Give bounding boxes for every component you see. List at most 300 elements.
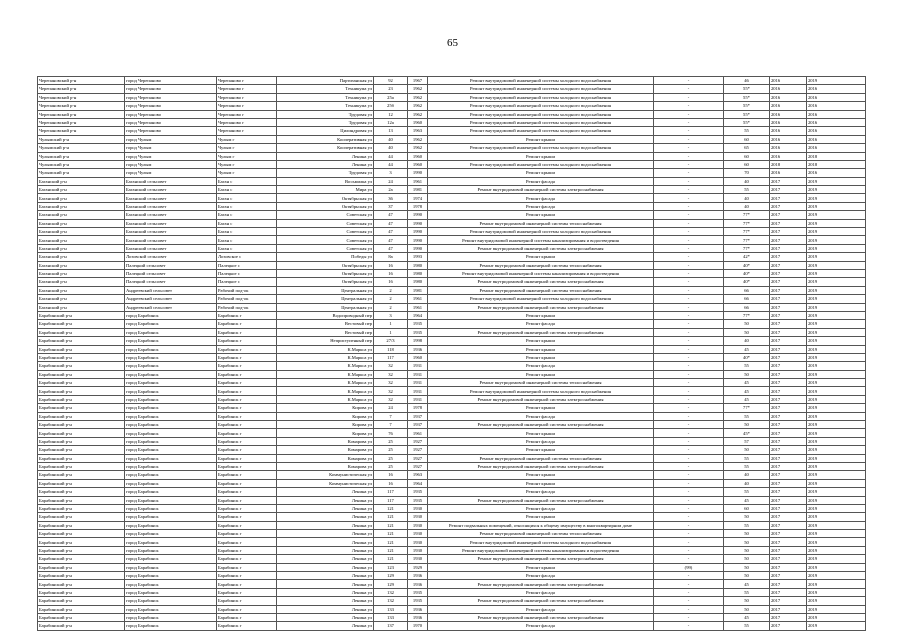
table-cell: Баганский р-н [38, 303, 125, 311]
table-cell: 1937 [408, 412, 428, 420]
table-cell: - [654, 538, 724, 546]
table-cell: 1962 [408, 144, 428, 152]
table-cell: город Барабинск [125, 353, 217, 361]
table-cell: Баганский сельсовет [125, 211, 217, 219]
table-row [38, 152, 866, 160]
table-cell: Трудовая ул [277, 110, 374, 118]
table-cell: 2019 [807, 303, 866, 311]
table-row [38, 244, 866, 252]
table-row [38, 362, 866, 370]
table-cell: Барабинский р-н [38, 337, 125, 345]
table-cell: 55* [724, 110, 770, 118]
table-cell: 47 [374, 244, 408, 252]
table-cell: 40 [724, 471, 770, 479]
table-cell: 1962 [408, 102, 428, 110]
table-cell: город Барабинск [125, 437, 217, 445]
table-cell: 2019 [807, 563, 866, 571]
table-cell: 2019 [807, 286, 866, 294]
table-row [38, 504, 866, 512]
table-row [38, 345, 866, 353]
table-cell: Ленина ул [277, 488, 374, 496]
table-cell: город Барабинск [125, 538, 217, 546]
table-cell: 1962 [408, 93, 428, 101]
table-cell: 123 [374, 563, 408, 571]
table-cell: город Барабинск [125, 404, 217, 412]
table-cell: Баган с [217, 194, 277, 202]
table-cell: 2019 [807, 353, 866, 361]
table-cell: - [654, 337, 724, 345]
table-cell: город Черепаново [125, 85, 217, 93]
table-cell: Ремонт фасада [428, 437, 654, 445]
table-cell: 2019 [807, 521, 866, 529]
table-cell: Барабинск г [217, 555, 277, 563]
table-cell: - [654, 555, 724, 563]
table-cell: 2017 [770, 521, 807, 529]
table-cell: 2019 [807, 614, 866, 622]
table-cell: Чулымский р-н [38, 135, 125, 143]
table-row [38, 202, 866, 210]
table-cell: город Барабинск [125, 362, 217, 370]
table-cell: Барабинск г [217, 504, 277, 512]
table-cell: 50 [724, 320, 770, 328]
table-cell: 50 [724, 370, 770, 378]
table-cell: город Черепаново [125, 93, 217, 101]
table-cell: Чулымский р-н [38, 152, 125, 160]
table-cell: 7 [374, 412, 408, 420]
table-cell: Чулым г [217, 169, 277, 177]
table-cell: Черепановский р-н [38, 102, 125, 110]
table-cell: Барабинский р-н [38, 622, 125, 630]
table-cell: 2016 [770, 93, 807, 101]
table-cell: 40* [724, 269, 770, 277]
table-cell: 2а [374, 186, 408, 194]
table-cell: Центральная ул [277, 303, 374, 311]
table-cell: 1927 [408, 462, 428, 470]
table-row [38, 102, 866, 110]
table-cell: город Барабинск [125, 504, 217, 512]
table-cell: 2017 [770, 479, 807, 487]
table-cell: 27/3 [374, 337, 408, 345]
table-cell: город Барабинск [125, 530, 217, 538]
table-cell: Барабинский р-н [38, 563, 125, 571]
table-cell: Черепаново г [217, 77, 277, 85]
table-cell: Баганский р-н [38, 219, 125, 227]
table-cell: - [654, 93, 724, 101]
table-cell: 2019 [807, 597, 866, 605]
table-cell: 1981 [408, 186, 428, 194]
table-cell: 47 [374, 228, 408, 236]
table-cell: 37 [374, 202, 408, 210]
table-cell: Ленина ул [277, 546, 374, 554]
table-cell: Ленина ул [277, 622, 374, 630]
table-cell: - [654, 504, 724, 512]
table-cell: 1960 [408, 160, 428, 168]
table-cell: Барабинск г [217, 328, 277, 336]
table-cell: 1937 [408, 421, 428, 429]
table-cell: 77* [724, 228, 770, 236]
table-cell: 1935 [408, 328, 428, 336]
table-cell: 32 [374, 395, 408, 403]
table-cell: 2017 [770, 261, 807, 269]
table-cell: 55 [724, 127, 770, 135]
table-row [38, 421, 866, 429]
table-cell: Ремонт внутридомовой инженерной системы электроснабжения [428, 496, 654, 504]
table-cell: Ленина ул [277, 614, 374, 622]
table-cell: 2019 [807, 429, 866, 437]
table-cell: 1931 [408, 387, 428, 395]
table-cell: 25 [374, 446, 408, 454]
table-cell: 16 [374, 278, 408, 286]
table-cell: Барабинск г [217, 471, 277, 479]
table-cell: 2019 [807, 328, 866, 336]
table-cell: Баганский сельсовет [125, 202, 217, 210]
table-cell: Ремонт внутридомовой инженерной системы электроснабжения [428, 597, 654, 605]
table-cell: 50 [724, 563, 770, 571]
table-cell: 16 [374, 471, 408, 479]
table-cell: 2019 [807, 437, 866, 445]
table-cell: 1929 [408, 563, 428, 571]
table-cell: Ремонт внутридомовой инженерной системы холодного водоснабжения [428, 93, 654, 101]
table-row [38, 530, 866, 538]
table-cell: 129 [374, 572, 408, 580]
table-cell: Баганский р-н [38, 269, 125, 277]
table-cell: 1 [374, 320, 408, 328]
table-cell: город Барабинск [125, 328, 217, 336]
table-cell: Барабинский р-н [38, 404, 125, 412]
table-cell: Ремонт внутридомовой инженерной системы холодного водоснабжения [428, 85, 654, 93]
table-cell: Ремонт фасада [428, 572, 654, 580]
table-cell: 55 [724, 362, 770, 370]
table-row [38, 614, 866, 622]
table-cell: 7 [374, 421, 408, 429]
table-cell: 32 [374, 362, 408, 370]
table-cell: 2017 [770, 496, 807, 504]
table-cell: Барабинск г [217, 546, 277, 554]
table-cell: город Барабинск [125, 387, 217, 395]
table-cell: 77* [724, 219, 770, 227]
table-cell: Советская ул [277, 228, 374, 236]
table-cell: Ремонт фасада [428, 504, 654, 512]
table-cell: 2019 [807, 236, 866, 244]
table-cell: 2019 [807, 269, 866, 277]
table-cell: Барабинск г [217, 513, 277, 521]
table-cell: - [654, 102, 724, 110]
table-cell: 47 [374, 236, 408, 244]
table-cell: Барабинский р-н [38, 580, 125, 588]
table-cell: Баганский р-н [38, 244, 125, 252]
table-cell: - [654, 429, 724, 437]
table-cell: 2017 [770, 429, 807, 437]
table-cell: Ремонт крыши [428, 345, 654, 353]
table-cell: Ремонт крыши [428, 337, 654, 345]
table-cell: 117 [374, 488, 408, 496]
table-cell: - [654, 211, 724, 219]
table-cell: 40 [724, 177, 770, 185]
table-cell: город Барабинск [125, 337, 217, 345]
table-cell: 117 [374, 496, 408, 504]
table-cell: 1981 [408, 286, 428, 294]
table-cell: Черепаново г [217, 127, 277, 135]
table-cell: - [654, 118, 724, 126]
table-cell: 2017 [770, 614, 807, 622]
table-cell: 36 [374, 194, 408, 202]
table-cell: К.Маркса ул [277, 379, 374, 387]
table-cell: К.Маркса ул [277, 387, 374, 395]
table-cell: 1962 [408, 135, 428, 143]
table-cell: - [654, 261, 724, 269]
table-cell: Барабинск г [217, 370, 277, 378]
table-cell: Ремонт фасада [428, 177, 654, 185]
table-cell: 1960 [408, 118, 428, 126]
table-cell: 60 [724, 160, 770, 168]
table-cell: 2019 [807, 412, 866, 420]
table-cell: 50 [724, 446, 770, 454]
table-cell: Барабинск г [217, 311, 277, 319]
table-cell: город Барабинск [125, 320, 217, 328]
table-cell: 1990 [408, 236, 428, 244]
table-cell: Баган с [217, 186, 277, 194]
table-cell: 1930 [408, 555, 428, 563]
table-cell: Советская ул [277, 219, 374, 227]
table-cell: город Черепаново [125, 127, 217, 135]
table-cell: 2019 [807, 362, 866, 370]
table-row [38, 261, 866, 269]
table-cell: Водопроводный пер [277, 311, 374, 319]
table-cell: город Барабинск [125, 496, 217, 504]
table-cell: 2019 [807, 337, 866, 345]
table-cell: 1930 [408, 504, 428, 512]
table-cell: 2017 [770, 488, 807, 496]
table-cell: - [654, 177, 724, 185]
table-cell: 2016 [770, 85, 807, 93]
table-cell: город Барабинск [125, 412, 217, 420]
table-cell: 40 [374, 144, 408, 152]
table-cell: 137 [374, 622, 408, 630]
table-cell: Барабинский р-н [38, 353, 125, 361]
table-cell: Барабинский р-н [38, 479, 125, 487]
table-cell: 55 [724, 488, 770, 496]
table-cell: 16 [374, 261, 408, 269]
table-cell: Ремонт фасада [428, 622, 654, 630]
table-cell: Ленина ул [277, 496, 374, 504]
table-cell: Трудовая ул [277, 118, 374, 126]
table-cell: Ленина ул [277, 513, 374, 521]
table-cell: Ленина ул [277, 580, 374, 588]
table-cell: город Барабинск [125, 370, 217, 378]
table-cell: город Барабинск [125, 429, 217, 437]
table-cell: Ремонт фасада [428, 320, 654, 328]
table-cell: 2017 [770, 462, 807, 470]
table-cell: 3 [374, 169, 408, 177]
table-cell: 2019 [807, 219, 866, 227]
table-cell: Ремонт крыши [428, 404, 654, 412]
table-row [38, 496, 866, 504]
table-cell: - [654, 353, 724, 361]
table-cell: Ремонт внутридомовой инженерной системы холодного водоснабжения [428, 387, 654, 395]
table-cell: Барабинский р-н [38, 504, 125, 512]
table-cell: Ремонт внутридомовой инженерной системы электроснабжения [428, 303, 654, 311]
table-cell: Лозовское с [217, 253, 277, 261]
table-cell: 60 [724, 135, 770, 143]
table-cell: Неприступенный пер [277, 337, 374, 345]
table-cell: Техникума ул [277, 102, 374, 110]
table-cell: 1990 [408, 219, 428, 227]
table-cell: 65 [724, 144, 770, 152]
table-cell: 2019 [807, 379, 866, 387]
table-cell: Палецкий сельсовет [125, 278, 217, 286]
table-cell: 2019 [807, 471, 866, 479]
table-cell: город Барабинск [125, 563, 217, 571]
table-cell: - [654, 77, 724, 85]
table-cell: 50 [724, 597, 770, 605]
table-cell: 2017 [770, 530, 807, 538]
table-cell: 1935 [408, 320, 428, 328]
table-cell: Баганский сельсовет [125, 194, 217, 202]
table-cell: 117 [374, 353, 408, 361]
table-cell: Ремонт фасада [428, 605, 654, 613]
table-row [38, 228, 866, 236]
table-cell: 121 [374, 530, 408, 538]
table-cell: 2019 [807, 404, 866, 412]
table-cell: 1978 [408, 404, 428, 412]
table-cell: Баганский р-н [38, 211, 125, 219]
table-cell: город Барабинск [125, 488, 217, 496]
table-cell: Ремонт внутридомовой инженерной системы канализирования и водоотведения [428, 269, 654, 277]
table-cell: Ремонт крыши [428, 152, 654, 160]
table-cell: 1962 [408, 110, 428, 118]
table-row [38, 446, 866, 454]
table-cell: Барабинск г [217, 387, 277, 395]
table-cell: Ремонт фасада [428, 488, 654, 496]
repair-schedule-table [37, 76, 866, 631]
table-cell: 2017 [770, 437, 807, 445]
table-cell: 1990 [408, 169, 428, 177]
table-cell: 47 [374, 211, 408, 219]
table-cell: Ремонт внутридомовой инженерной системы теплоснабжения [428, 454, 654, 462]
table-cell: 2019 [807, 186, 866, 194]
table-cell: Барабинск г [217, 538, 277, 546]
table-cell: 129 [374, 580, 408, 588]
table-cell: 118 [374, 345, 408, 353]
table-cell: 2017 [770, 504, 807, 512]
table-cell: Ремонт внутридомовой инженерной системы электроснабжения [428, 328, 654, 336]
table-cell: Барабинский р-н [38, 555, 125, 563]
table-cell: 47 [374, 219, 408, 227]
table-cell: Ремонт внутридомовой инженерной системы электроснабжения [428, 186, 654, 194]
table-cell: 2017 [770, 303, 807, 311]
table-cell: 2017 [770, 412, 807, 420]
table-cell: Палецкий сельсовет [125, 269, 217, 277]
table-cell: - [654, 303, 724, 311]
table-cell: 2017 [770, 421, 807, 429]
table-cell: Барабинск г [217, 580, 277, 588]
table-cell: 2019 [807, 320, 866, 328]
table-cell: 2017 [770, 311, 807, 319]
table-cell: Советская ул [277, 244, 374, 252]
table-cell: Коммунистическая ул [277, 471, 374, 479]
table-cell: город Барабинск [125, 588, 217, 596]
table-cell: 1931 [408, 395, 428, 403]
table-cell: - [654, 521, 724, 529]
table-cell: Ленина ул [277, 555, 374, 563]
table-cell: Барабинский р-н [38, 488, 125, 496]
table-cell: Барабинск г [217, 597, 277, 605]
table-cell: 2017 [770, 219, 807, 227]
table-cell: - [654, 546, 724, 554]
table-cell: Барабинский р-н [38, 597, 125, 605]
table-cell: город Чулым [125, 152, 217, 160]
table-cell: Рабочий под-ок [217, 286, 277, 294]
table-cell: Ремонт внутридомовой инженерной системы холодного водоснабжения [428, 144, 654, 152]
table-cell: 2016 [770, 152, 807, 160]
table-cell: 55 [724, 622, 770, 630]
table-cell: Комарова ул [277, 454, 374, 462]
table-row [38, 597, 866, 605]
table-cell: 70 [724, 169, 770, 177]
table-cell: 40 [724, 194, 770, 202]
table-cell: Октябрьская ул [277, 269, 374, 277]
table-cell: 2017 [770, 588, 807, 596]
table-cell: 2017 [770, 186, 807, 194]
table-cell: - [654, 311, 724, 319]
table-cell: Ремонт фасада [428, 362, 654, 370]
table-cell: 77* [724, 311, 770, 319]
table-cell: Баган с [217, 228, 277, 236]
table-cell: 46 [724, 77, 770, 85]
table-cell: 2016 [770, 135, 807, 143]
table-cell: город Барабинск [125, 446, 217, 454]
table-cell: 133 [374, 614, 408, 622]
table-cell: 2019 [807, 572, 866, 580]
table-cell: 121 [374, 504, 408, 512]
table-cell: 2018 [807, 160, 866, 168]
table-cell: Баганский сельсовет [125, 177, 217, 185]
table-cell: Чулым г [217, 144, 277, 152]
table-cell: 1961 [408, 429, 428, 437]
table-cell: 2019 [807, 488, 866, 496]
table-row [38, 320, 866, 328]
table-cell: город Чулым [125, 160, 217, 168]
table-cell: 1962 [408, 85, 428, 93]
table-cell: 2017 [770, 202, 807, 210]
table-cell: 50 [724, 530, 770, 538]
table-cell: Комарова ул [277, 462, 374, 470]
table-cell: 2017 [770, 395, 807, 403]
table-cell: 2018 [807, 152, 866, 160]
table-row [38, 110, 866, 118]
table-cell: 1990 [408, 228, 428, 236]
table-cell: 2019 [807, 244, 866, 252]
table-cell: 1935 [408, 597, 428, 605]
table-cell: - [654, 479, 724, 487]
table-cell: 66 [724, 295, 770, 303]
table-cell: Барабинск г [217, 572, 277, 580]
table-row [38, 563, 866, 571]
table-cell: - [654, 513, 724, 521]
table-cell: Ремонт фасада [428, 412, 654, 420]
table-cell: 2017 [770, 387, 807, 395]
table-cell: - [654, 278, 724, 286]
table-cell: Андреевский сельсовет [125, 286, 217, 294]
table-cell: К.Маркса ул [277, 345, 374, 353]
table-cell: 2019 [807, 605, 866, 613]
table-cell: город Барабинск [125, 479, 217, 487]
table-cell: город Барабинск [125, 345, 217, 353]
table-cell: город Барабинск [125, 572, 217, 580]
table-cell: 1931 [408, 370, 428, 378]
table-cell: Центральная ул [277, 286, 374, 294]
table-row [38, 286, 866, 294]
